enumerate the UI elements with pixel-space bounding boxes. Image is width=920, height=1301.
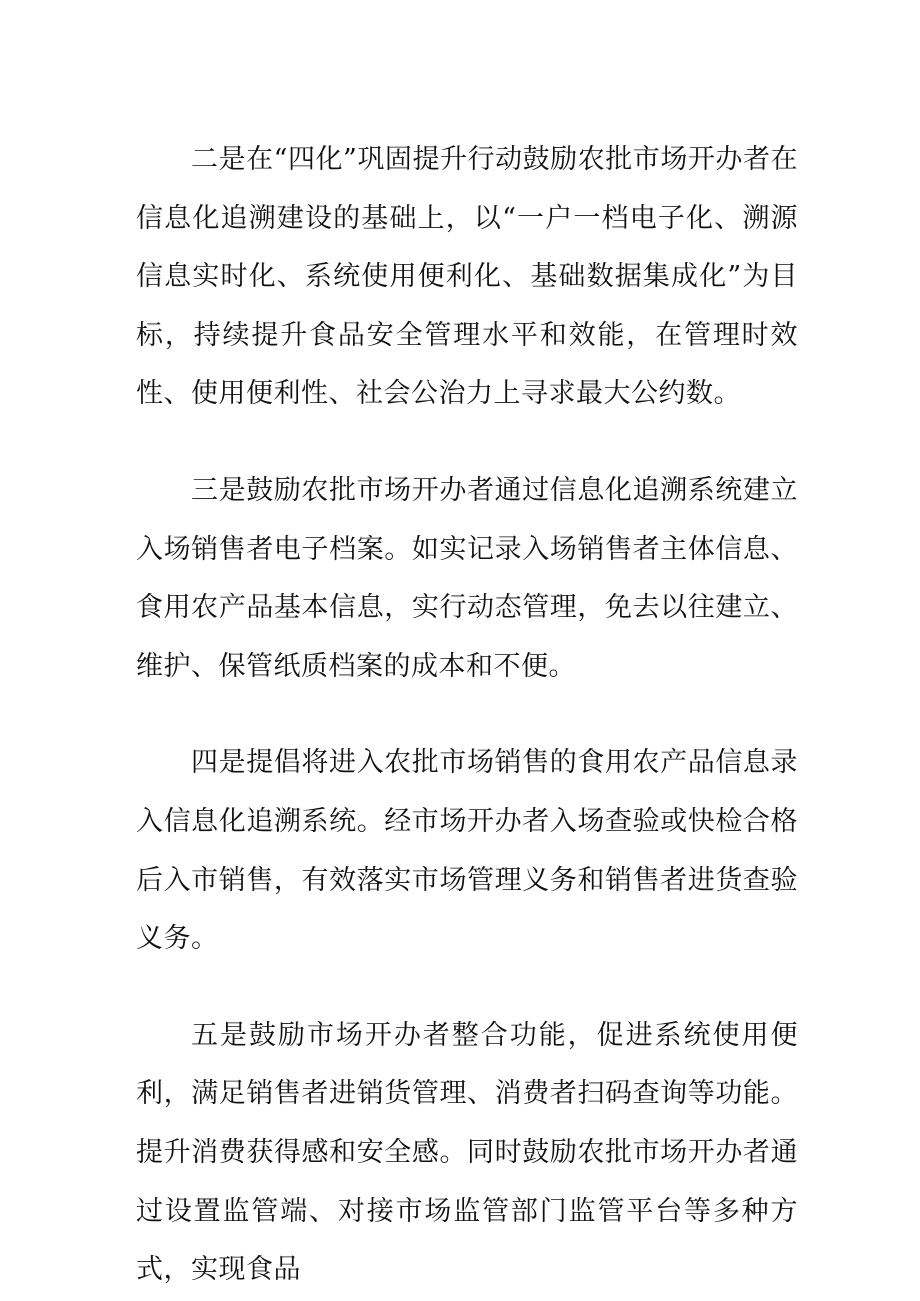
paragraph-4: 四是提倡将进入农批市场销售的食用农产品信息录入信息化追溯系统。经市场开办者入场查验或快检合格后入市销售，有效落实市场管理义务和销售者进货查验义务。: [136, 747, 798, 955]
paragraph-5: 五是鼓励市场开办者整合功能，促进系统使用便利，满足销售者进销货管理、消费者扫码查询等功能。提升消费获得感和安全感。同时鼓励农批市场开办者通过设置监管端、对接市场监管部门监管平台等多种方式，实现食品: [136, 1019, 798, 1286]
paragraph-3: 三是鼓励农批市场开办者通过信息化追溯系统建立入场销售者电子档案。如实记录入场销售者主体信息、食用农产品基本信息，实行动态管理，免去以往建立、维护、保管纸质档案的成本和不便。: [136, 474, 798, 682]
paragraph-2: 二是在“四化”巩固提升行动鼓励农批市场开办者在信息化追溯建设的基础上，以“一户一档电子化、溯源信息实时化、系统使用便利化、基础数据集成化”为目标，持续提升食品安全管理水平和效能，在管理时效性、使用便利性、社会公治力上寻求最大公约数。: [136, 144, 798, 410]
document-body: [136, 131, 798, 1300]
